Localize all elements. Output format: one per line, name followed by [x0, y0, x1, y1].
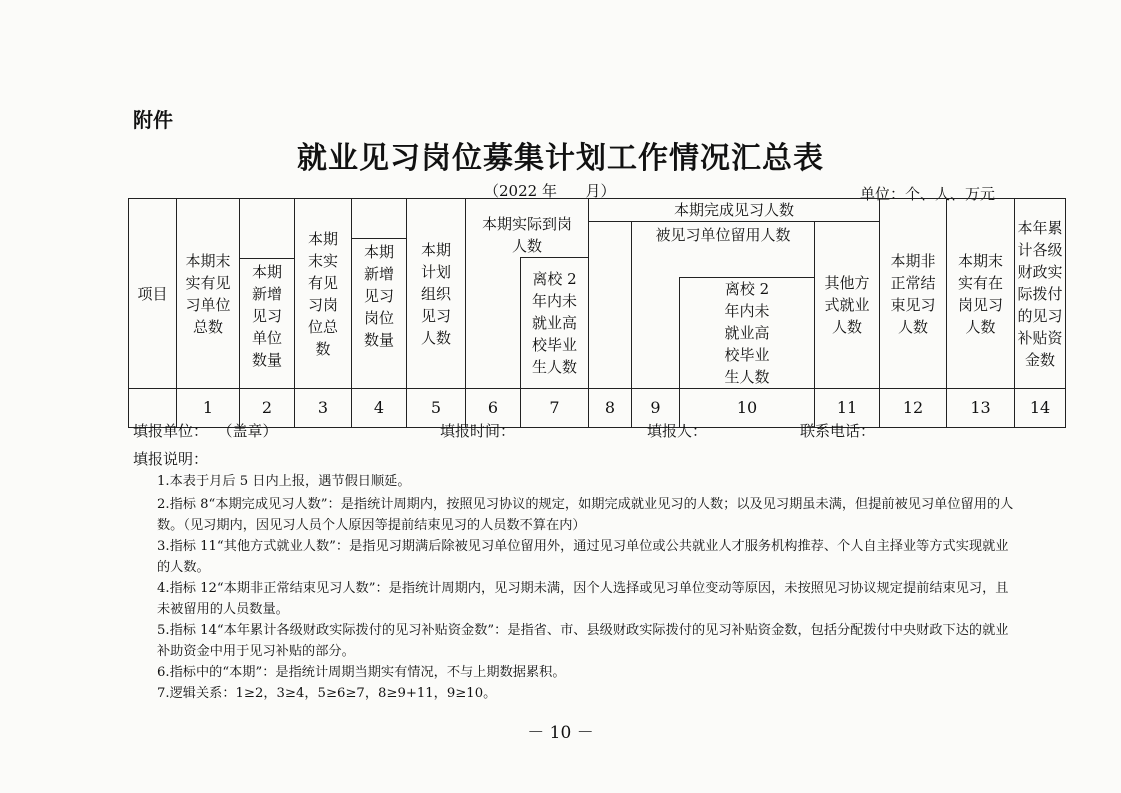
- number-cell: 1: [177, 389, 240, 428]
- number-cell: 3: [295, 389, 352, 428]
- header-col11: 其他方式就业人数: [815, 222, 880, 389]
- header-col13: 本期末实有在岗见习人数: [947, 199, 1015, 389]
- number-cell: 6: [466, 389, 521, 428]
- header-col7: 离校 2 年内未就业高校毕业生人数: [521, 258, 589, 389]
- header-col6-blank: [466, 258, 521, 389]
- number-cell: 13: [947, 389, 1015, 428]
- header-col2: 本期新增见习单位数量: [240, 199, 295, 389]
- number-cell: 2: [240, 389, 295, 428]
- header-completed-group: 本期完成见习人数: [589, 199, 880, 222]
- document-title: 就业见习岗位募集计划工作情况汇总表: [297, 141, 824, 176]
- header-col14: 本年累计各级财政实际拨付的见习补贴资金数: [1015, 199, 1066, 389]
- number-cell: 14: [1015, 389, 1066, 428]
- header-col1: 本期末实有见习单位总数: [177, 199, 240, 389]
- note-item: 5.指标 14“本年累计各级财政实际拨付的见习补贴资金数”：是指省、市、县级财政实际拨付的见习补贴资金数，包括分配拨付中央财政下达的就业补助资金中用于见习补贴的部分。: [157, 623, 1009, 659]
- header-col4: 本期新增见习岗位数量: [352, 199, 407, 389]
- header-item: 项目: [129, 199, 177, 389]
- fill-unit-label: 填报单位： （盖章）: [133, 422, 278, 440]
- page-number: － 10 －: [527, 723, 594, 743]
- unit-label: 单位：个、人、万元: [860, 185, 996, 203]
- number-cell: 10: [680, 389, 815, 428]
- fill-person-label: 填报人：: [647, 422, 708, 440]
- header-col9-blank: [632, 278, 680, 389]
- number-cell: 5: [407, 389, 466, 428]
- header-col3: 本期末实有见习岗位总数: [295, 199, 352, 389]
- summary-table: [128, 198, 1066, 428]
- note-item: 1.本表于月后 5 日内上报，遇节假日顺延。: [157, 474, 411, 489]
- header-col8-blank: [589, 222, 632, 389]
- header-col10: 离校 2 年内未就业高校毕业生人数: [680, 278, 815, 389]
- notes-heading: 填报说明：: [133, 450, 209, 468]
- fill-time-label: 填报时间：: [440, 422, 516, 440]
- header-col12: 本期非正常结束见习人数: [880, 199, 947, 389]
- attachment-label: 附件: [133, 108, 173, 132]
- number-cell: 8: [589, 389, 632, 428]
- report-period: （2022 年 月）: [484, 182, 616, 200]
- number-cell: 7: [521, 389, 589, 428]
- note-item: 3.指标 11“其他方式就业人数”：是指见习期满后除被见习单位留用外，通过见习单位或公共就业人才服务机构推荐、个人自主择业等方式实现就业的人数。: [157, 539, 1009, 575]
- number-cell: 9: [632, 389, 680, 428]
- header-retained-group: 被见习单位留用人数: [632, 222, 815, 278]
- note-item: 4.指标 12“本期非正常结束见习人数”：是指统计周期内，见习期未满，因个人选择或见习单位变动等原因，未按照见习协议规定提前结束见习，且未被留用的人员数量。: [157, 581, 1009, 617]
- note-item: 6.指标中的“本期”：是指统计周期当期实有情况，不与上期数据累积。: [157, 665, 566, 680]
- number-cell: 11: [815, 389, 880, 428]
- header-onboard-group: 本期实际到岗人数: [466, 199, 589, 258]
- contact-phone-label: 联系电话：: [800, 422, 876, 440]
- number-cell: 12: [880, 389, 947, 428]
- note-item: 7.逻辑关系：1≥2，3≥4，5≥6≥7，8≥9+11，9≥10。: [157, 686, 497, 701]
- header-col5: 本期计划组织见习人数: [407, 199, 466, 389]
- note-item: 2.指标 8“本期完成见习人数”：是指统计周期内，按照见习协议的规定，如期完成就业见习的人数；以及见习期虽未满，但提前被见习单位留用的人数。（见习期内，因见习人员个人原因等提前结束见习的人员数不算在内）: [157, 497, 1014, 533]
- fill-info-row: [133, 420, 1033, 442]
- number-cell: 4: [352, 389, 407, 428]
